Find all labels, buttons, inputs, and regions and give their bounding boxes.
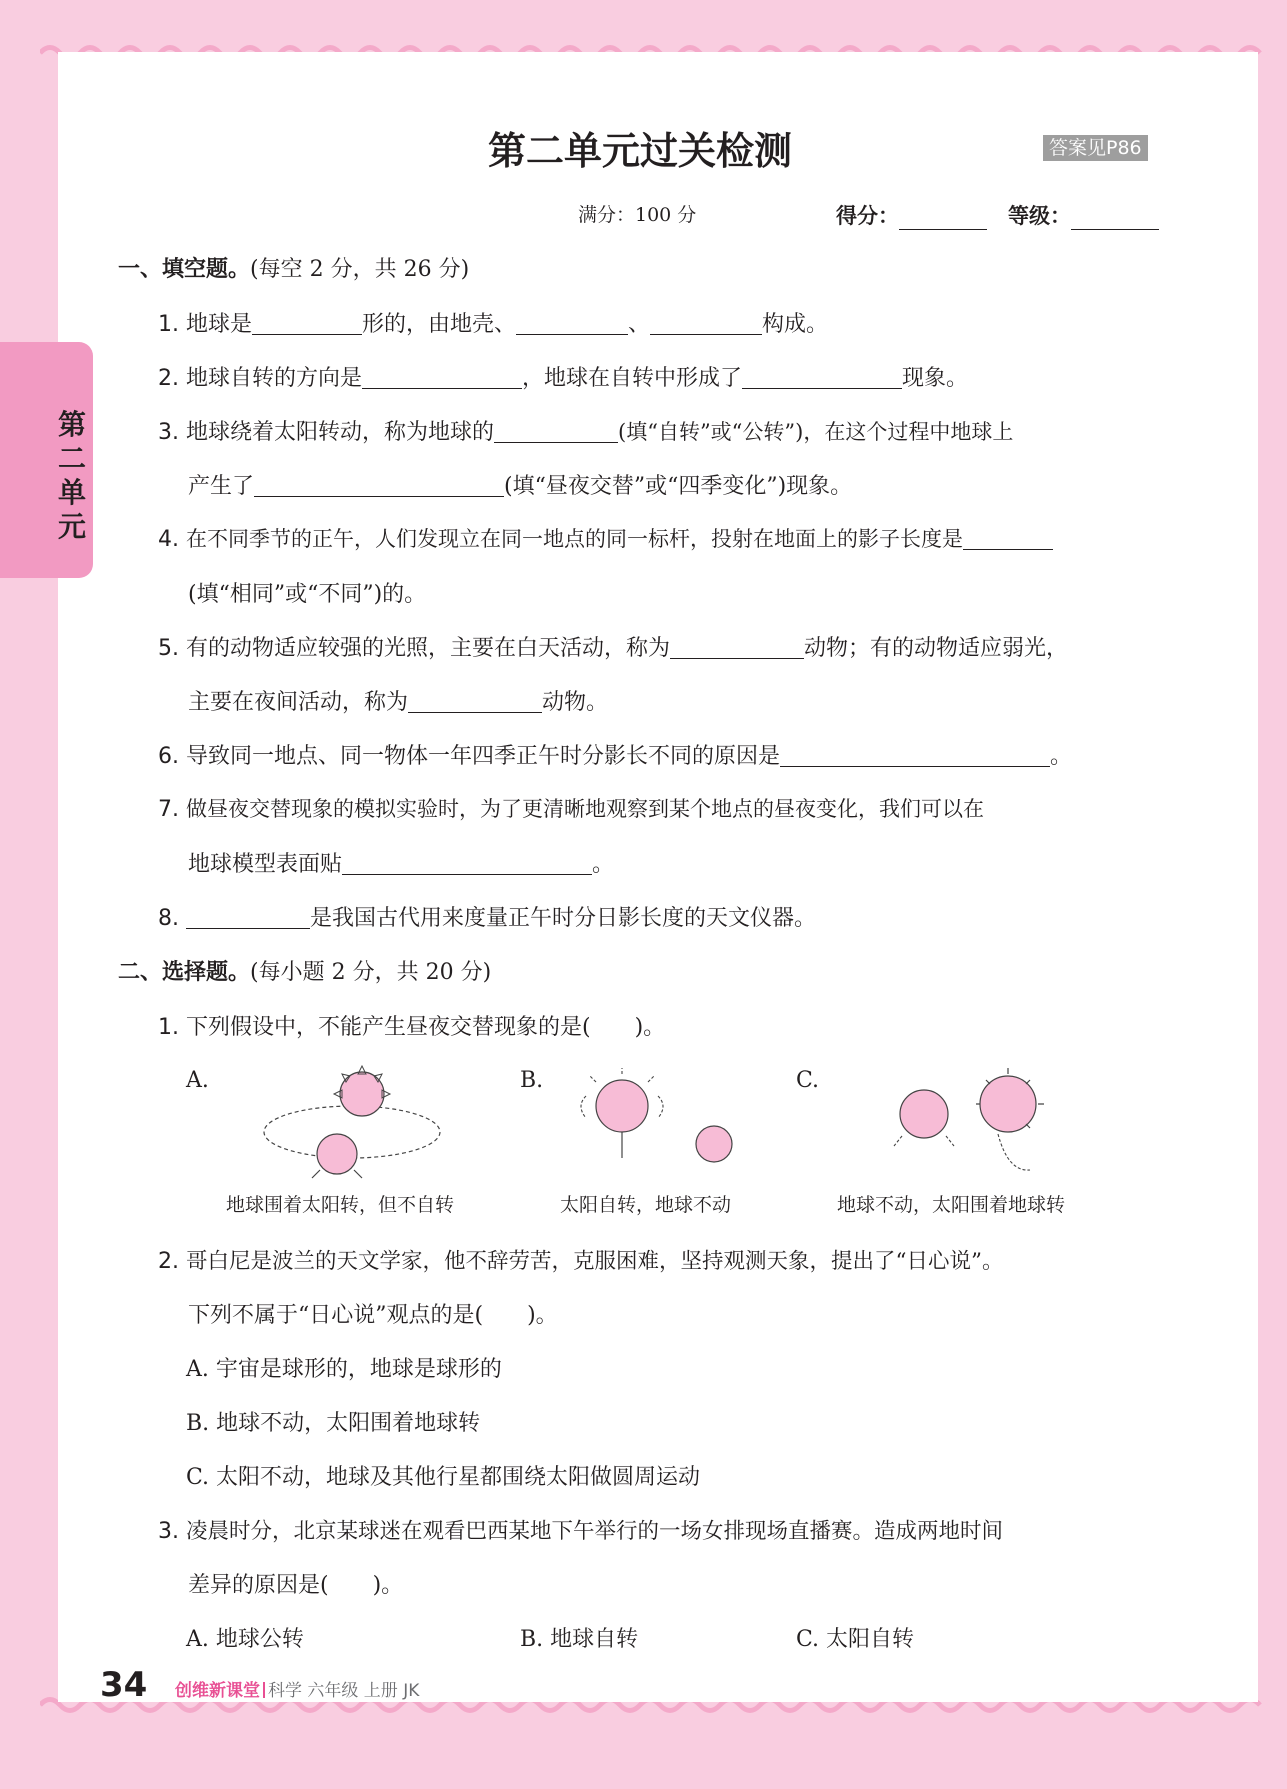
question-text: 。 bbox=[592, 852, 615, 877]
answer-blank[interactable] bbox=[254, 472, 504, 497]
option-text: 太阳自转 bbox=[826, 1627, 915, 1652]
book-info: 科学 六年级 上册 JK bbox=[268, 1681, 420, 1701]
option-text: 地球公转 bbox=[215, 1627, 304, 1652]
option-a-label[interactable]: A. bbox=[186, 1068, 209, 1093]
section-2-title: 二、选择题。 bbox=[118, 960, 251, 985]
answer-blank[interactable] bbox=[494, 418, 618, 443]
page-title: 第二单元过关检测 bbox=[487, 129, 792, 173]
question-text: 是我国古代用来度量正午时分日影长度的天文仪器。 bbox=[310, 906, 817, 931]
question-text: 做昼夜交替现象的模拟实验时，为了更清晰地观察到某个地点的昼夜变化，我们可以在 bbox=[186, 797, 984, 821]
choice-question-2-option-c[interactable] bbox=[186, 1460, 700, 1491]
fill-question-7 bbox=[158, 793, 984, 823]
option-label: C. bbox=[796, 1627, 820, 1652]
score-field[interactable] bbox=[836, 200, 987, 230]
fill-question-4-line-2 bbox=[188, 577, 426, 608]
question-text: 在不同季节的正午，人们发现立在同一地点的同一标杆，投射在地面上的影子长度是 bbox=[186, 527, 963, 551]
question-text: 下列假设中，不能产生昼夜交替现象的是( )。 bbox=[186, 1015, 666, 1040]
option-text: 地球不动，太阳围着地球转 bbox=[216, 1411, 481, 1436]
sun-orbit-earth-illustration bbox=[880, 1062, 1060, 1182]
section-2-note: (每小题 2 分，共 20 分) bbox=[250, 960, 492, 985]
question-text: 。 bbox=[1050, 744, 1073, 769]
question-text: 地球是 bbox=[186, 312, 253, 337]
fill-question-2 bbox=[158, 361, 968, 392]
answer-blank[interactable] bbox=[186, 904, 310, 929]
fill-question-3-line-2 bbox=[188, 469, 852, 500]
fill-question-7-line-2 bbox=[188, 847, 614, 878]
question-text: (填“相同”或“不同”)的。 bbox=[188, 582, 427, 607]
sun-icon bbox=[334, 1066, 390, 1116]
question-text: 导致同一地点、同一物体一年四季正午时分影长不同的原因是 bbox=[186, 744, 781, 769]
option-text: 太阳不动，地球及其他行星都围绕太阳做圆周运动 bbox=[216, 1465, 701, 1490]
option-b-caption: 太阳自转，地球不动 bbox=[560, 1194, 732, 1216]
question-number: 6. bbox=[158, 744, 179, 769]
answer-blank[interactable] bbox=[780, 742, 1050, 767]
section-1-note: (每空 2 分，共 26 分) bbox=[250, 257, 470, 282]
question-number: 3. bbox=[158, 1519, 179, 1544]
question-number: 5. bbox=[158, 636, 179, 661]
question-text: 产生了 bbox=[188, 474, 255, 499]
answer-blank[interactable] bbox=[516, 310, 628, 335]
answer-blank[interactable] bbox=[408, 688, 542, 713]
question-text: 地球自转的方向是 bbox=[186, 366, 363, 391]
option-text: 宇宙是球形的，地球是球形的 bbox=[215, 1357, 502, 1382]
score-label: 得分： bbox=[836, 204, 899, 228]
option-text: 地球自转 bbox=[550, 1627, 639, 1652]
question-text: (填“昼夜交替”或“四季变化”)现象。 bbox=[504, 474, 853, 499]
answer-blank[interactable] bbox=[670, 634, 804, 659]
option-c-caption: 地球不动，太阳围着地球转 bbox=[837, 1194, 1066, 1216]
choice-question-2-option-b[interactable] bbox=[186, 1406, 480, 1437]
sun-icon bbox=[581, 1068, 663, 1158]
choice-question-3 bbox=[158, 1514, 1003, 1545]
question-text: 动物；有的动物适应弱光， bbox=[804, 636, 1069, 661]
question-text: 构成。 bbox=[762, 312, 829, 337]
choice-question-2 bbox=[158, 1244, 1004, 1275]
choice-question-3-option-a[interactable] bbox=[186, 1622, 304, 1653]
earth-icon bbox=[696, 1126, 732, 1162]
question-text: 动物。 bbox=[542, 690, 609, 715]
section-fill-blank-header bbox=[118, 252, 469, 283]
fill-question-4 bbox=[158, 523, 1053, 553]
question-number: 1. bbox=[158, 1015, 179, 1040]
question-text: 、 bbox=[628, 312, 651, 337]
brand-name: 创维新课堂 bbox=[175, 1681, 260, 1701]
level-field[interactable] bbox=[1008, 200, 1159, 230]
question-number: 4. bbox=[158, 527, 179, 552]
fill-question-3 bbox=[158, 415, 1013, 446]
answer-reference-badge: 答案见P86 bbox=[1043, 135, 1148, 161]
option-label: B. bbox=[186, 1411, 210, 1436]
option-label: B. bbox=[520, 1627, 544, 1652]
question-text: 哥白尼是波兰的天文学家，他不辞劳苦，克服困难，坚持观测天象，提出了“日心说”。 bbox=[186, 1249, 1004, 1274]
choice-question-3-option-b[interactable] bbox=[520, 1622, 638, 1653]
choice-question-2-line-2: 下列不属于“日心说”观点的是( )。 bbox=[188, 1303, 558, 1328]
option-c-label[interactable]: C. bbox=[796, 1068, 820, 1093]
level-label: 等级： bbox=[1008, 204, 1071, 228]
sun-rotating-illustration bbox=[566, 1066, 756, 1176]
question-text: 凌晨时分，北京某球迷在观看巴西某地下午举行的一场女排现场直播赛。造成两地时间 bbox=[186, 1519, 1004, 1544]
fill-question-8 bbox=[158, 901, 816, 932]
choice-question-1 bbox=[158, 1010, 665, 1041]
level-blank[interactable] bbox=[1071, 209, 1159, 230]
section-choice-header bbox=[118, 955, 491, 986]
question-text: 现象。 bbox=[902, 366, 969, 391]
question-text: 有的动物适应较强的光照，主要在白天活动，称为 bbox=[186, 636, 671, 661]
page-number: 34 bbox=[100, 1665, 148, 1705]
question-number: 2. bbox=[158, 1249, 179, 1274]
question-text: 地球绕着太阳转动，称为地球的 bbox=[186, 420, 495, 445]
choice-question-2-option-a[interactable] bbox=[186, 1352, 502, 1383]
fill-question-1 bbox=[158, 307, 828, 338]
answer-blank[interactable] bbox=[742, 364, 902, 389]
answer-blank[interactable] bbox=[342, 850, 592, 875]
question-text: 主要在夜间活动，称为 bbox=[188, 690, 409, 715]
fill-question-5-line-2 bbox=[188, 685, 608, 716]
question-text: ，地球在自转中形成了 bbox=[522, 366, 743, 391]
earth-icon bbox=[312, 1134, 362, 1178]
sun-icon bbox=[976, 1068, 1044, 1170]
unit-side-tab-label: 第二单元 bbox=[57, 408, 86, 543]
section-1-title: 一、填空题。 bbox=[118, 257, 251, 282]
answer-blank[interactable] bbox=[252, 310, 362, 335]
question-number: 3. bbox=[158, 420, 179, 445]
option-b-label[interactable]: B. bbox=[520, 1068, 544, 1093]
option-a-caption: 地球围着太阳转，但不自转 bbox=[226, 1194, 455, 1216]
question-text: (填“自转”或“公转”)，在这个过程中地球上 bbox=[618, 420, 1014, 444]
question-number: 1. bbox=[158, 312, 179, 337]
answer-blank[interactable] bbox=[963, 525, 1053, 550]
question-number: 8. bbox=[158, 906, 179, 931]
choice-question-3-option-c[interactable] bbox=[796, 1622, 914, 1653]
option-label: A. bbox=[186, 1357, 209, 1382]
earth-icon bbox=[894, 1090, 954, 1146]
choice-question-3-line-2: 差异的原因是( )。 bbox=[188, 1573, 404, 1598]
fill-question-5 bbox=[158, 631, 1068, 662]
full-score: 满分：100 分 bbox=[578, 204, 697, 226]
question-number: 7. bbox=[158, 797, 179, 822]
answer-blank[interactable] bbox=[650, 310, 762, 335]
option-label: A. bbox=[186, 1627, 209, 1652]
question-text: 地球模型表面贴 bbox=[188, 852, 343, 877]
earth-orbit-sun-illustration bbox=[262, 1062, 442, 1182]
score-blank[interactable] bbox=[899, 209, 987, 230]
option-label: C. bbox=[186, 1465, 210, 1490]
question-text: 形的，由地壳、 bbox=[362, 312, 517, 337]
question-number: 2. bbox=[158, 366, 179, 391]
answer-blank[interactable] bbox=[362, 364, 522, 389]
footer-divider bbox=[263, 1682, 265, 1698]
fill-question-6 bbox=[158, 739, 1072, 770]
footer-info bbox=[175, 1676, 419, 1701]
